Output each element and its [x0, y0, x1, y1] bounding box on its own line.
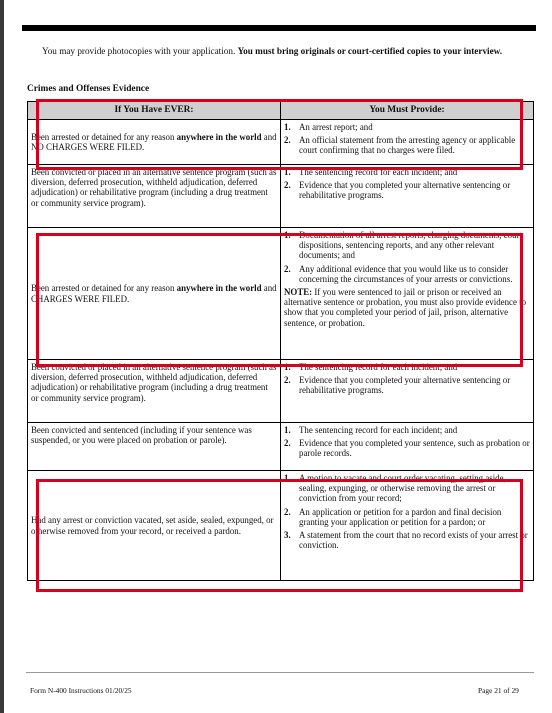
- row-condition: Had any arrest or conviction vacated, set aside, sealed, expunged, or otherwise removed from your record, or received a pardon.: [28, 471, 281, 581]
- row-condition: Been convicted or placed in an alternative sentence program (such as diversion, deferred prosecution, withheld adjudication, deferred adjudication) or rehabilitative program (including a drug treatment or community service program).: [28, 360, 281, 423]
- row-condition: Been arrested or detained for any reason anywhere in the world and NO CHARGES WERE FILED.: [28, 120, 281, 165]
- intro-text: You may provide photocopies with your application.: [42, 46, 236, 56]
- list-item: 1. An arrest report; and: [284, 122, 373, 132]
- table-row: [28, 165, 534, 228]
- list-item: 2. Evidence that you completed your alternative sentencing or rehabilitative programs.: [284, 375, 511, 396]
- header-if-you-have-ever: If You Have EVER:: [28, 102, 281, 120]
- list-item: 2. Evidence that you completed your sentence, such as probation or parole records.: [284, 438, 530, 459]
- list-item: 3. A statement from the court that no record exists of your arrest or conviction.: [284, 530, 528, 551]
- table-row: [28, 120, 534, 165]
- list-item: 1. The sentencing record for each incident; and: [284, 167, 458, 177]
- header-you-must-provide: You Must Provide:: [281, 102, 534, 120]
- row-condition: Been convicted and sentenced (including if your sentence was suspended, or you were placed on probation or parole).: [28, 423, 281, 471]
- intro-bold-text: You must bring originals or court-certified copies to your interview.: [237, 46, 503, 56]
- row-requirements: [281, 471, 534, 581]
- section-title: Crimes and Offenses Evidence: [27, 84, 150, 94]
- list-item: 2. An official statement from the arresting agency or applicable court confirming that no charges were filed.: [284, 135, 516, 156]
- list-item: 2. Any additional evidence that you would like us to consider concerning the circumstances of your arrests or convictions.: [284, 263, 513, 284]
- row-requirements: [281, 165, 534, 228]
- list-item: 2. An application or petition for a pardon and final decision granting your application or petition for a pardon; or: [284, 506, 502, 527]
- document-page: [4, 0, 552, 713]
- row-requirements: [281, 360, 534, 423]
- evidence-table: [27, 101, 534, 581]
- table-row: [28, 228, 534, 360]
- table-row: [28, 360, 534, 423]
- intro-paragraph: [42, 46, 520, 57]
- row-requirements: [281, 228, 534, 360]
- list-item: 1. A motion to vacate and court order vacating, setting aside, sealing, expunging, or otherwise removing the arrest or conviction from your record;: [284, 473, 506, 504]
- row-requirements: [281, 423, 534, 471]
- footer-form-id: Form N-400 Instructions 01/20/25: [30, 686, 132, 695]
- list-item: 1. Documentation of all arrest reports, charging documents, court dispositions, sentencing reports, and any other relevant documents; and: [284, 230, 522, 261]
- row-condition: Been arrested or detained for any reason anywhere in the world and CHARGES WERE FILED.: [28, 228, 281, 360]
- list-item: 1. The sentencing record for each incident; and: [284, 362, 458, 372]
- top-rule: [22, 25, 536, 31]
- note-text: NOTE: If you were sentenced to jail or prison or received an alternative sentence or probation, you must also provide evidence to show that you completed your period of jail, prison, alternative sentence, or probation.: [284, 287, 527, 328]
- list-item: 1. The sentencing record for each incident; and: [284, 425, 458, 435]
- table-header-row: [28, 102, 534, 120]
- table-row: [28, 471, 534, 581]
- table-row: [28, 423, 534, 471]
- footer-rule: [26, 672, 534, 673]
- footer-page-number: Page 21 of 29: [478, 686, 519, 695]
- list-item: 2. Evidence that you completed your alternative sentencing or rehabilitative programs.: [284, 180, 511, 201]
- row-requirements: [281, 120, 534, 165]
- row-condition: Been convicted or placed in an alternative sentence program (such as diversion, deferred prosecution, withheld adjudication, deferred adjudication) or rehabilitative program (including a drug treatment or community service program).: [28, 165, 281, 228]
